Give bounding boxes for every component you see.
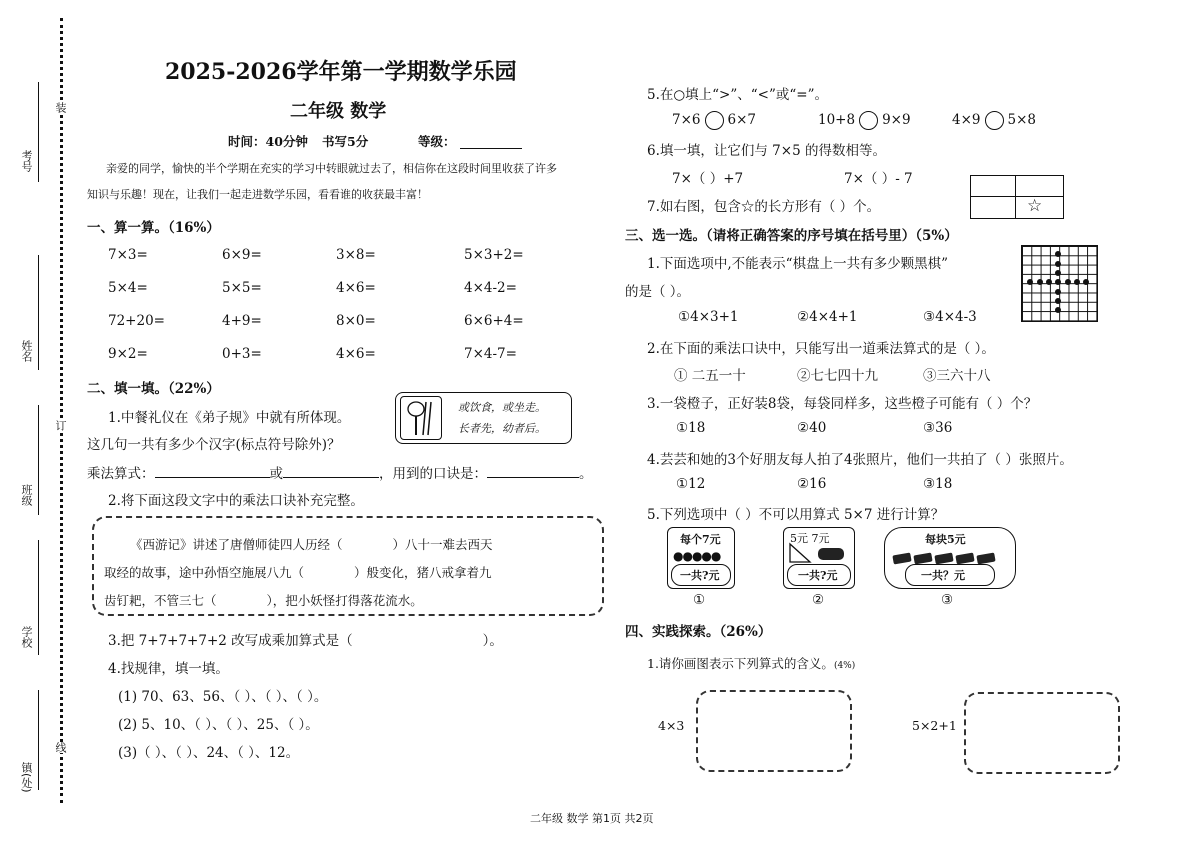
story-line-2: 取经的故事，途中孙悟空施展八九（ ）般变化，猪八戒拿着九: [104, 565, 492, 580]
section2-title: 二、填一填。（22%）: [87, 381, 220, 397]
school-line: [38, 540, 39, 655]
section1-title: 一、算一算。（16%）: [87, 220, 220, 236]
fill-q1-line2: 这几句一共有多少个汉字(标点符号除外)？: [87, 437, 341, 453]
page-title: 2025-2026学年第一学期数学乐园: [165, 59, 517, 85]
compare-item-3: 4×9 5×8: [952, 112, 1036, 128]
draw-box-2[interactable]: [964, 692, 1120, 774]
exam-number-label: 考号: [20, 150, 33, 172]
exam-number-line: [38, 82, 39, 182]
fill-q7: 7.如右图，包含☆的长方形有（ ）个。: [647, 199, 881, 215]
compare-item-2: 10+8 9×9: [818, 112, 911, 128]
black-piece: [1055, 298, 1061, 304]
class-label: 班级: [20, 484, 33, 506]
calc-item: 4×4-2=: [464, 280, 517, 296]
calc-item: 4×6=: [336, 280, 376, 296]
intro-line-2: 知识与乐趣！现在，让我们一起走进数学乐园，看看谁的收获最丰富！: [87, 188, 428, 201]
option-2[interactable]: ②七七四十九: [797, 368, 878, 384]
chopsticks-icon: [400, 396, 442, 440]
option-1[interactable]: ①12: [676, 476, 706, 492]
story-line-1: 《西游记》讲述了唐僧师徒四人历经（ ）八十一难去西天: [130, 537, 493, 552]
calc-item: 0+3=: [222, 346, 262, 362]
calc-item: 3×8=: [336, 247, 376, 263]
draw-q1: 1.请你画图表示下列算式的含义。(4%): [647, 656, 856, 671]
grade-label: 等级：: [418, 134, 456, 149]
pic-label-3: ③: [941, 592, 954, 608]
fill-q3: 3.把 7+7+7+7+2 改写成乘加算式是（ ）。: [108, 633, 503, 649]
binding-dotted-line: [60, 18, 63, 803]
intro-line-1: 亲爱的同学，愉快的半个学期在充实的学习中转眼就过去了，相信你在这段时间里收获了许多: [106, 162, 557, 175]
calc-item: 5×3+2=: [464, 247, 524, 263]
black-piece: [1065, 279, 1071, 285]
name-label: 姓名: [20, 340, 33, 362]
calc-item: 6×6+4=: [464, 313, 524, 329]
name-line: [38, 255, 39, 370]
section3-title: 三、选一选。（请将正确答案的序号填在括号里）（5%）: [625, 228, 958, 244]
compare-q5: 5.在○填上“>”、“<”或“=”。: [647, 87, 829, 103]
expr-4x3: 4×3: [658, 718, 685, 733]
option-2[interactable]: ②16: [797, 476, 827, 492]
compare-circle-2[interactable]: [859, 111, 878, 130]
fill-q4: 4.找规律，填一填。: [108, 661, 229, 677]
class-line: [38, 405, 39, 515]
compare-item-1: 7×6 6×7: [672, 112, 756, 128]
calc-item: 5×5=: [222, 280, 262, 296]
etiquette-box: [395, 392, 572, 444]
pic-label-1: ①: [693, 592, 706, 608]
erasers-picture: 每块5元 一共？元: [884, 527, 1016, 589]
expr-5x2plus1: 5×2+1: [912, 718, 957, 733]
formula-blank-1[interactable]: [155, 477, 270, 478]
grade-blank[interactable]: [460, 148, 522, 149]
calc-item: 8×0=: [336, 313, 376, 329]
school-label: 学校: [20, 626, 33, 648]
formula-label: 乘法算式：: [87, 466, 155, 482]
seal-char-3: 线: [54, 742, 67, 753]
poem-line-2: 长者先，幼者后。: [458, 422, 546, 435]
calc-item: 5×4=: [108, 280, 148, 296]
ruler-eraser-icon: [788, 542, 848, 564]
candy-picture: 每个7元 ●●●●● 一共?元: [667, 527, 735, 589]
choose-q3: 3.一袋橙子，正好装8袋，每袋同样多，这些橙子可能有（ ）个？: [647, 396, 1038, 412]
town-label: 镇(处): [20, 762, 33, 793]
option-2[interactable]: ②40: [797, 420, 827, 436]
option-1[interactable]: ①18: [676, 420, 706, 436]
compare-circle-3[interactable]: [985, 111, 1004, 130]
candy-icons: ●●●●●: [673, 549, 721, 563]
pattern-row-3: (3)（ ）、（ ）、24、（ ）、12。: [118, 745, 300, 761]
calc-item: 4+9=: [222, 313, 262, 329]
fill-q6-a: 7×（ ）+7: [672, 171, 744, 187]
fill-q2: 2.将下面这段文字中的乘法口诀补充完整。: [108, 493, 364, 509]
writing-score: 书写5分: [322, 134, 369, 149]
fill-q1-line1: 1.中餐礼仪在《弟子规》中就有所体现。: [108, 410, 351, 426]
fill-q1-answer-row: [87, 462, 593, 482]
rectangle-figure: [970, 175, 1064, 219]
calc-item: 6×9=: [222, 247, 262, 263]
fill-q6-b: 7×（ ）- 7: [844, 171, 913, 187]
q1-end-mark: 。: [579, 466, 593, 482]
choose-q5: 5.下列选项中（ ）不可以用算式 5×7 进行计算？: [647, 507, 945, 523]
option-3[interactable]: ③18: [923, 476, 953, 492]
black-piece: [1055, 289, 1061, 295]
mnemonic-blank[interactable]: [487, 477, 579, 478]
black-piece: [1037, 279, 1043, 285]
option-1[interactable]: ①4×3+1: [678, 309, 739, 325]
compare-circle-1[interactable]: [705, 111, 724, 130]
story-line-3: 齿钉耙，不管三七（ ），把小妖怪打得落花流水。: [104, 593, 423, 608]
choose-q2: 2.在下面的乘法口诀中，只能写出一道乘法算式的是（ ）。: [647, 341, 995, 357]
seal-char-1: 装: [54, 102, 67, 113]
or-label: 或: [269, 466, 283, 482]
exam-time: 时间：40分钟: [228, 134, 308, 149]
calc-item: 72+20=: [108, 313, 165, 329]
star-icon: ☆: [1027, 196, 1043, 216]
option-3[interactable]: ③三六十八: [923, 368, 991, 384]
section4-title: 四、实践探索。（26%）: [625, 624, 772, 640]
fill-q6: 6.填一填，让它们与 7×5 的得数相等。: [647, 143, 886, 159]
draw-box-1[interactable]: [696, 690, 852, 772]
calc-item: 7×3=: [108, 247, 148, 263]
option-2[interactable]: ②4×4+1: [797, 309, 858, 325]
pattern-row-2: (2) 5、10、（ ）、（ ）、25、（ ）。: [118, 717, 319, 733]
stationery-picture: 5元 7元 一共?元: [783, 527, 855, 589]
black-piece: [1074, 279, 1080, 285]
black-piece: [1055, 261, 1061, 267]
calc-item: 4×6=: [336, 346, 376, 362]
choose-q1-line2: 的是（ ）。: [625, 284, 691, 300]
choose-q1-line1: 1.下面选项中,不能表示“棋盘上一共有多少颗黑棋”: [647, 256, 948, 272]
pattern-row-1: (1) 70、63、56、（ ）、（ ）、（ ）。: [118, 689, 328, 705]
choose-q4: 4.芸芸和她的3个好朋友每人拍了4张照片，他们一共拍了（ ）张照片。: [647, 452, 1073, 468]
page-footer: 二年级 数学 第1页 共2页: [530, 812, 654, 825]
option-3[interactable]: ③36: [923, 420, 953, 436]
pic-label-2: ②: [812, 592, 825, 608]
calc-item: 7×4-7=: [464, 346, 517, 362]
seal-char-2: 订: [54, 420, 67, 431]
calc-item: 9×2=: [108, 346, 148, 362]
option-3[interactable]: ③4×4-3: [923, 309, 977, 325]
mnemonic-label: ，用到的口诀是：: [379, 466, 487, 482]
formula-blank-2[interactable]: [283, 477, 379, 478]
option-1[interactable]: ① 二五一十: [674, 368, 746, 384]
town-line: [38, 690, 39, 790]
poem-line-1: 或饮食，或坐走。: [458, 401, 546, 414]
page-subtitle: 二年级 数学: [290, 101, 387, 122]
